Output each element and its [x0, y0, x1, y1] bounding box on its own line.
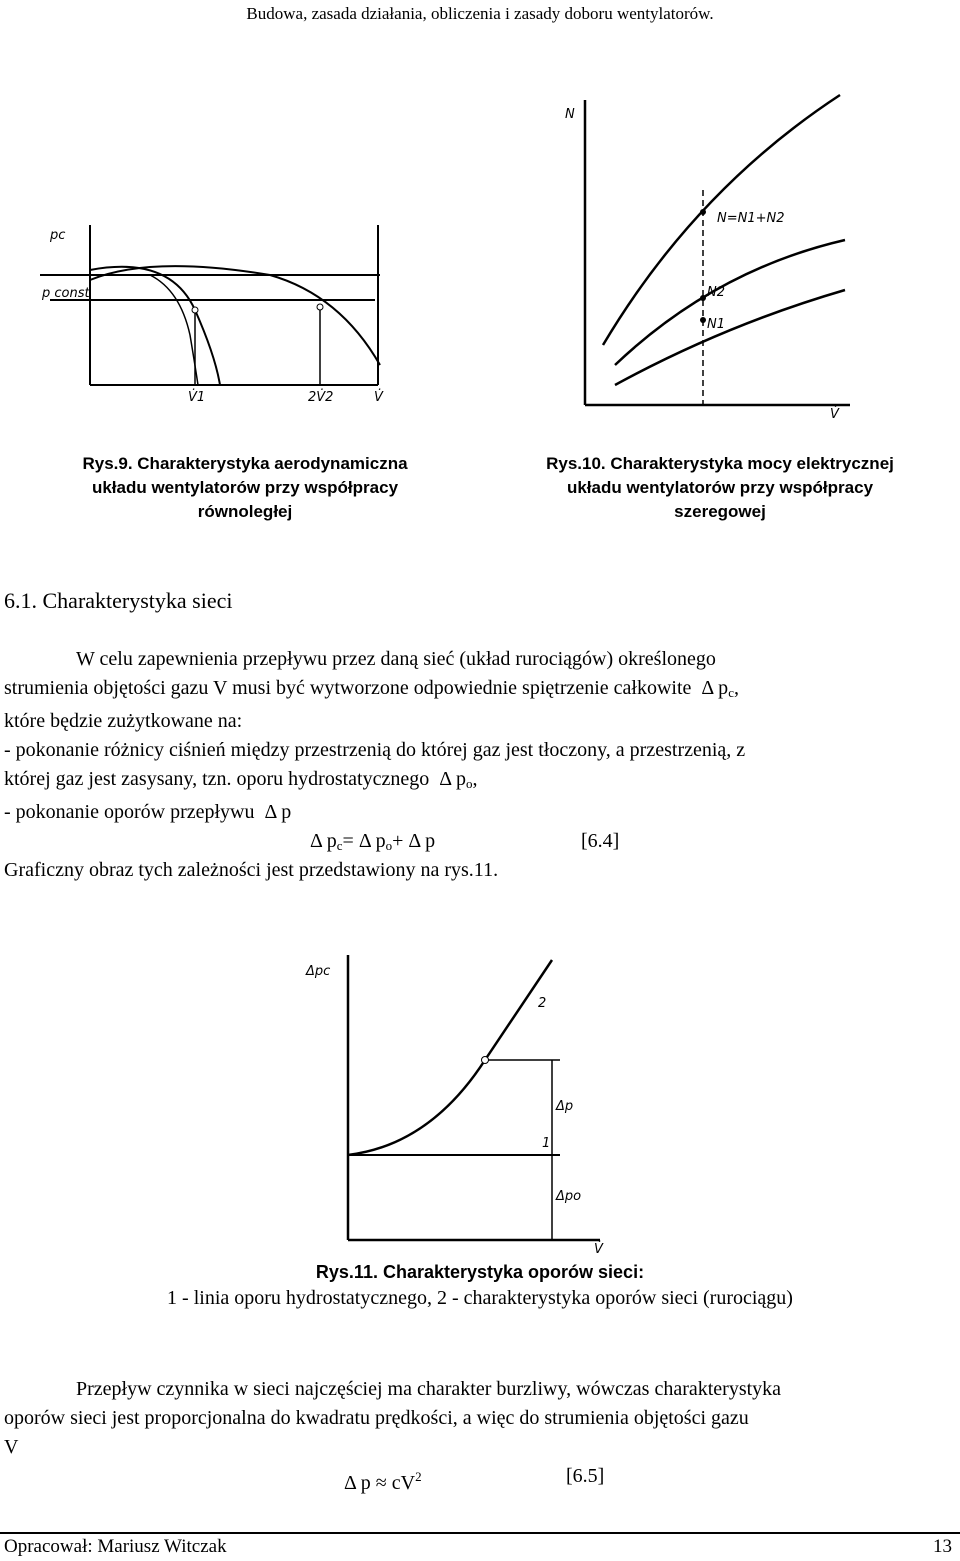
page-number: 13	[933, 1536, 952, 1557]
figure-9-caption	[15, 452, 475, 524]
section-heading: 6.1. Charakterystyka sieci	[4, 588, 233, 613]
fig9-caption-line: układu wentylatorów przy współpracy	[91, 478, 399, 497]
para2-line: Przepływ czynnika w sieci najczęściej ma charakter burzliwy, wówczas charakterystyka	[76, 1378, 782, 1400]
fig9-curve-mid	[150, 275, 198, 385]
fig10-label-y: N	[565, 107, 575, 122]
figure-10-chart	[555, 90, 860, 420]
fig11-label-dpo: Δpo	[556, 1189, 582, 1204]
fig10-label-n2: N2	[707, 285, 725, 300]
figure-11-chart	[300, 935, 630, 1260]
fig10-point-n1	[700, 317, 706, 323]
fig9-label-const: p const	[42, 286, 90, 301]
fig9-caption-line: Rys.9. Charakterystyka aerodynamiczna	[82, 454, 408, 473]
para1-line: które będzie zużytkowane na:	[4, 710, 243, 732]
fig10-caption-line: szeregowej	[674, 502, 766, 521]
fig11-label-dp: Δp	[556, 1099, 574, 1114]
equation-6-5-body: Δ $p \approx cV^2$	[344, 1469, 422, 1494]
fig9-label-v2: 2V̇2	[308, 390, 334, 405]
fig10-curve-n1	[615, 290, 845, 385]
bullet1-line-2: której gaz jest zasysany, tzn. oporu hydrostatycznego Δ $p_o$,	[4, 768, 478, 791]
fig11-point	[482, 1057, 489, 1064]
fig11-label-x: V̇	[594, 1242, 603, 1257]
fig9-curve-parallel	[90, 266, 380, 365]
fig10-curve-n2	[615, 240, 845, 365]
figure-11-caption-text: 1 - linia oporu hydrostatycznego, 2 - charakterystyka oporów sieci (rurociągu)	[167, 1287, 793, 1309]
fig9-caption-line: równoległej	[197, 502, 293, 521]
running-header: Budowa, zasada działania, obliczenia i zasady doboru wentylatorów.	[246, 4, 714, 23]
equation-6-4-number: [6.4]	[581, 830, 620, 852]
fig11-label-curve2: 2	[538, 996, 547, 1011]
fig10-caption-line: układu wentylatorów przy współpracy	[566, 478, 874, 497]
figure-9-chart	[40, 215, 400, 430]
fig9-curve-single	[90, 267, 220, 385]
equation-6-5	[4, 1462, 956, 1494]
fig9-label-v1: V̇1	[188, 390, 206, 405]
para2-line: V	[4, 1436, 19, 1458]
equation-6-4-body: Δ $p_c= \Delta$ $p_o+ \Delta$ p	[310, 830, 436, 853]
section-paragraph	[4, 645, 956, 885]
paragraph-2	[4, 1375, 956, 1494]
fig9-label-v: V̇	[374, 390, 383, 405]
equation-6-4	[4, 827, 956, 856]
fig10-caption-line: Rys.10. Charakterystyka mocy elektrycznej	[546, 454, 894, 473]
fig10-point-n2	[700, 295, 706, 301]
after-equation-line: Graficzny obraz tych zależności jest przedstawiony na rys.11.	[4, 859, 499, 881]
equation-6-5-number: [6.5]	[566, 1465, 605, 1487]
footer-rule	[0, 1532, 960, 1534]
para1-line-2: strumienia objętości gazu V musi być wytworzone odpowiednie spiętrzenie całkowite Δ $p_c$,	[4, 677, 739, 700]
fig9-label-y: pc	[50, 228, 66, 243]
fig11-label-y: Δpc	[306, 964, 331, 979]
fig10-label-x: V̇	[830, 407, 839, 420]
figure-11-caption-title: Rys.11. Charakterystyka oporów sieci:	[315, 1262, 645, 1282]
fig11-curve-2	[348, 960, 552, 1155]
para1-line: W celu zapewnienia przepływu przez daną sieć (układ rurociągów) określonego	[76, 648, 716, 670]
fig9-point-1	[192, 307, 198, 313]
fig11-label-curve1: 1	[542, 1136, 551, 1151]
fig10-label-n: N=N1+N2	[717, 211, 785, 226]
footer-author: Opracował: Mariusz Witczak	[4, 1536, 227, 1557]
bullet1-line: - pokonanie różnicy ciśnień między przestrzenią do której gaz jest tłoczony, a przestrzenią, z	[4, 739, 746, 761]
fig10-label-n1: N1	[707, 317, 725, 332]
para2-line: oporów sieci jest proporcjonalna do kwadratu prędkości, a więc do strumienia objętości gazu	[4, 1407, 749, 1429]
fig10-point-n	[700, 209, 706, 215]
bullet2-line: - pokonanie oporów przepływu Δ p	[4, 801, 292, 823]
figure-10-caption	[480, 452, 960, 524]
fig9-point-2	[317, 304, 323, 310]
